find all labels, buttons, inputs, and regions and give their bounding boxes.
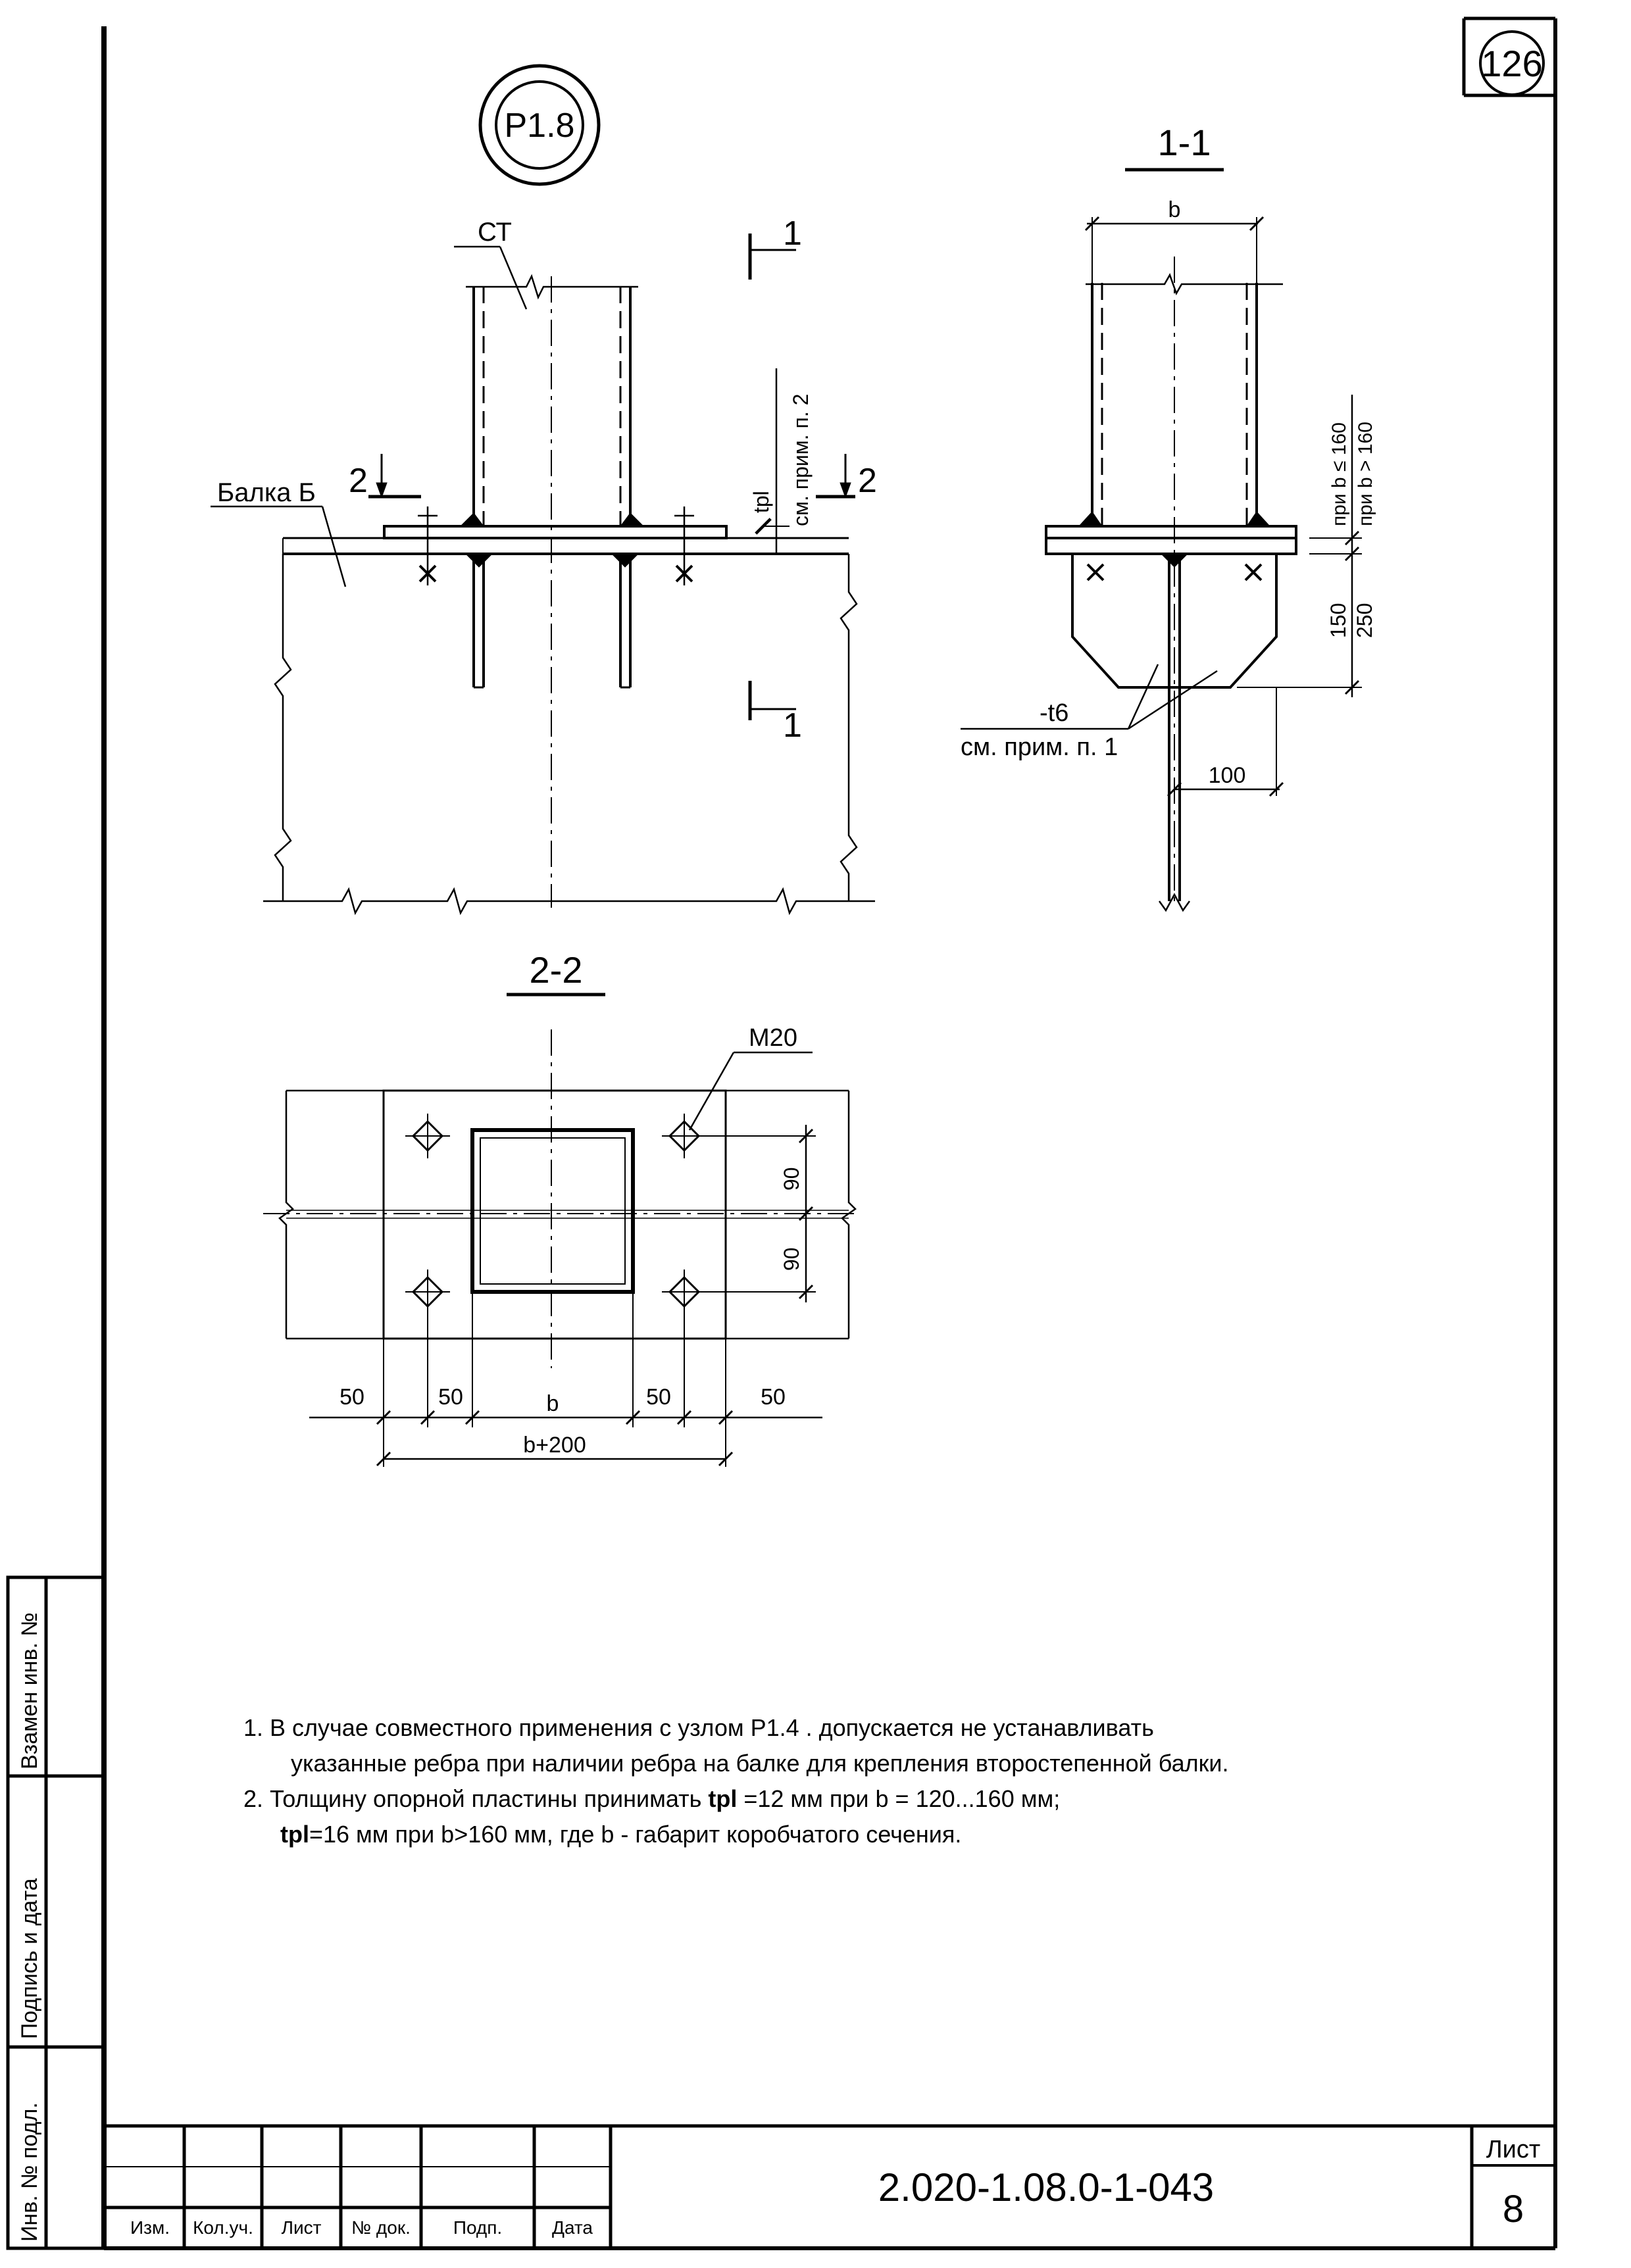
section-2-2-title: 2-2: [529, 949, 583, 991]
section-2-right-label: 2: [858, 462, 877, 500]
section-1-top-label: 1: [783, 214, 802, 253]
section-1-bottom-label: 1: [783, 706, 802, 745]
section-1-1-dim-100: 100: [1208, 763, 1246, 788]
section-2-2-dim-90-bottom: 90: [780, 1247, 803, 1271]
section-2-2-dim-50-b: 50: [438, 1385, 463, 1410]
header-no-dok: № док.: [351, 2217, 411, 2238]
section-2-2-dim-total: b+200: [523, 1433, 586, 1458]
section-1-1-rib-note: см. прим. п. 1: [961, 733, 1118, 761]
header-podp: Подп.: [453, 2217, 503, 2238]
side-stamp-vzamen: Взамен инв. №: [17, 1612, 42, 1769]
note-2-text-c: =16 мм при b>160 мм, где b - габарит коробчатого сечения.: [309, 1821, 962, 1848]
section-1-1-cond-le: при b ≤ 160: [1328, 422, 1350, 526]
section-1-1-dim-250: 250: [1353, 603, 1376, 638]
note-1-line-2: указанные ребра при наличии ребра на балке для крепления второстепенной балки.: [291, 1750, 1229, 1777]
side-stamp-podpis: Подпись и дата: [17, 1878, 42, 2039]
note-ref-label: см. прим. п. 2: [789, 393, 813, 526]
side-stamp-inv-podl: Инв. № подл.: [17, 2102, 42, 2242]
column-label: СТ: [478, 218, 512, 247]
document-code: 2.020-1.08.0-1-043: [878, 2165, 1215, 2209]
main-view: [211, 234, 875, 913]
section-1-1-title: 1-1: [1157, 122, 1211, 163]
corner-page-number-text: 126: [1481, 43, 1543, 84]
header-list: Лист: [281, 2217, 322, 2238]
section-2-2-bolt-label: М20: [749, 1024, 797, 1052]
section-2-2-dim-90-top: 90: [780, 1167, 803, 1191]
note-2-line-1: [243, 1781, 1428, 1817]
section-1-1-dim-150: 150: [1326, 603, 1350, 638]
note-2-text-b: =12 мм при b = 120...160 мм;: [737, 1785, 1061, 1812]
section-2-left-label: 2: [349, 462, 368, 500]
note-2-tpl-1: tpl: [708, 1785, 738, 1812]
section-1-1-view: [961, 170, 1362, 910]
title-block-headers: [130, 2217, 593, 2238]
sheet-frame: [104, 18, 1555, 2248]
tpl-label: tpl: [749, 491, 773, 513]
beam-label: Балка Б: [217, 478, 316, 507]
section-2-2-dim-b: b: [546, 1391, 559, 1416]
header-data: Дата: [551, 2217, 593, 2238]
section-1-1-rib-thickness: -t6: [1040, 699, 1069, 727]
node-mark: [480, 66, 599, 184]
note-1-line-1: 1. В случае совместного применения с узлом Р1.4 . допускается не устанавливать: [243, 1714, 1154, 1741]
corner-page-number: [1480, 32, 1543, 95]
note-2-line-2: [243, 1817, 1428, 1852]
node-mark-text: Р1.8: [504, 107, 575, 145]
sheet-label: Лист: [1486, 2136, 1541, 2163]
title-block: [104, 2126, 1555, 2248]
header-izm: Изм.: [130, 2217, 170, 2238]
note-2-tpl-2: tpl: [280, 1821, 309, 1848]
header-kol-uch: Кол.уч.: [193, 2217, 253, 2238]
section-2-2-dim-50-a: 50: [339, 1385, 364, 1410]
note-2-text-a: 2. Толщину опорной пластины принимать: [243, 1785, 709, 1812]
notes-block: [243, 1710, 1428, 1852]
section-1-1-cond-gt: при b > 160: [1355, 422, 1376, 526]
sheet-number: 8: [1502, 2188, 1524, 2231]
section-2-2-dim-50-c: 50: [646, 1385, 671, 1410]
section-2-2-dim-50-d: 50: [761, 1385, 786, 1410]
section-1-1-dim-b: b: [1168, 197, 1181, 222]
